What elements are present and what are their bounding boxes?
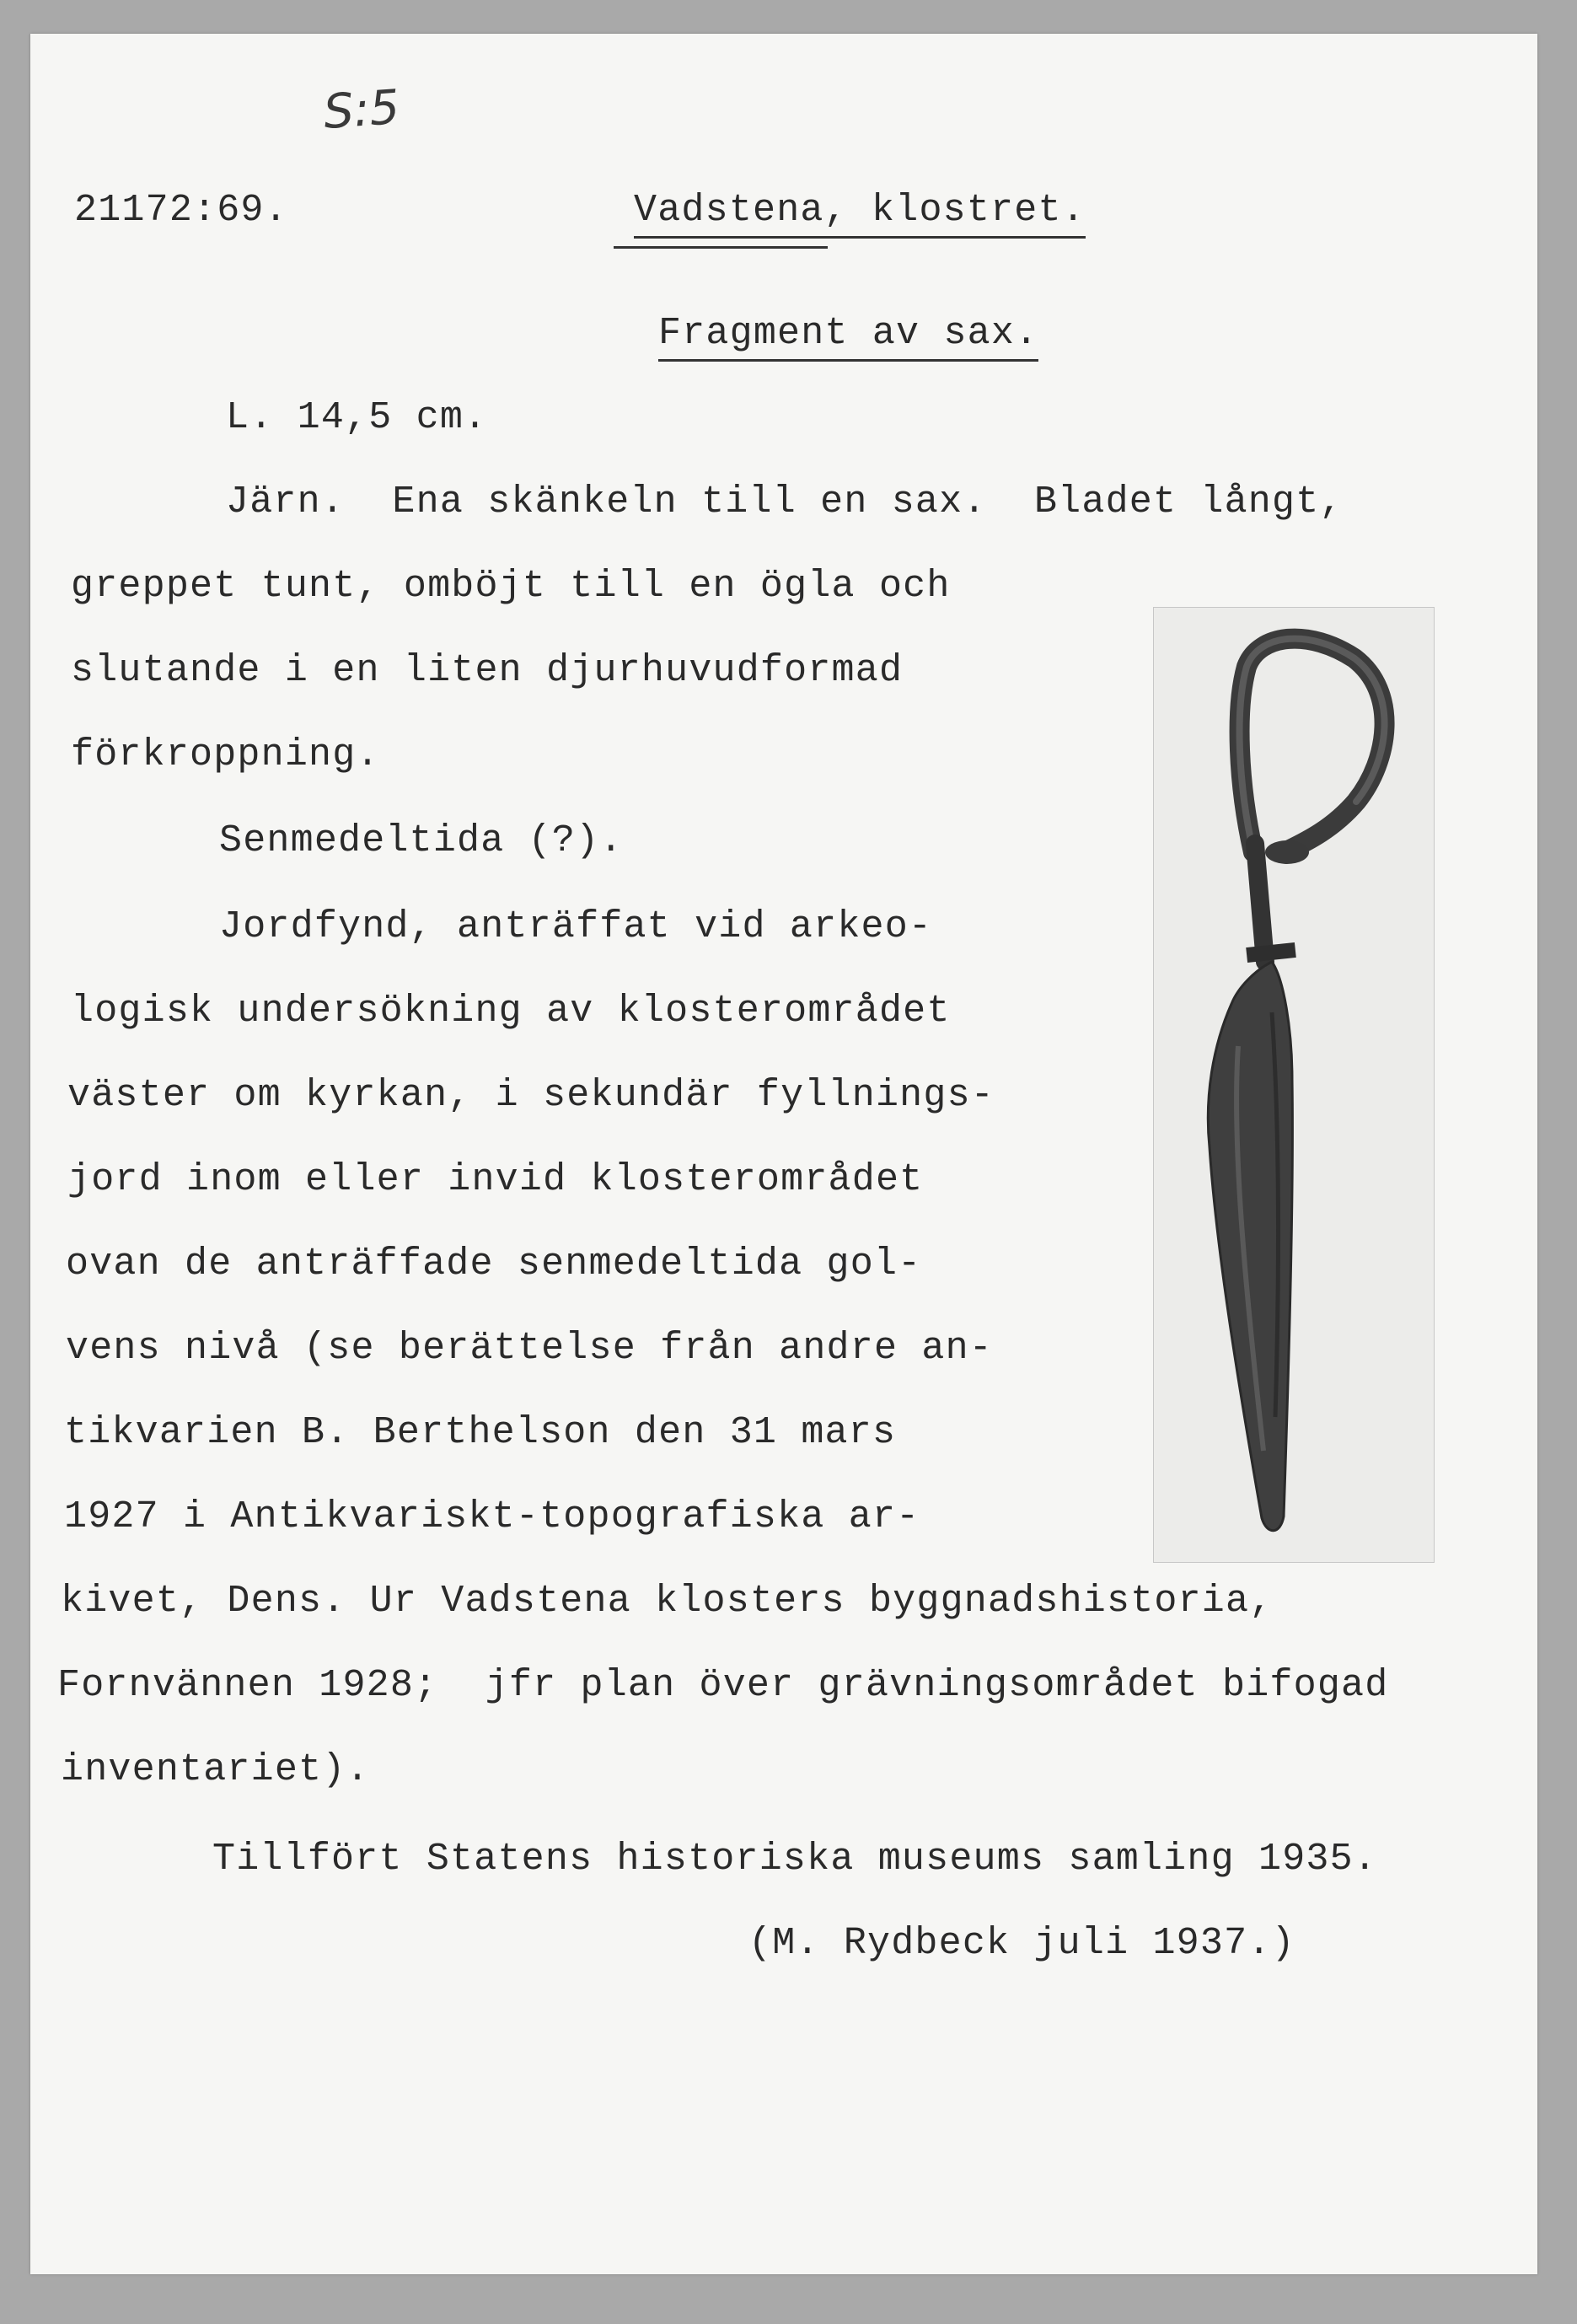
text-line: Järn. Ena skänkeln till en sax. Bladet långt, bbox=[226, 480, 1344, 523]
text-line: 1927 i Antikvariskt-topografiska ar- bbox=[64, 1495, 920, 1538]
signature-line: (M. Rydbeck juli 1937.) bbox=[748, 1922, 1295, 1965]
text-line: förkroppning. bbox=[71, 733, 380, 776]
object-photo bbox=[1153, 607, 1435, 1563]
text-line: slutande i en liten djurhuvudformad bbox=[71, 649, 904, 692]
text-line: kivet, Dens. Ur Vadstena klosters byggnadshistoria, bbox=[61, 1580, 1274, 1623]
catalog-card bbox=[30, 34, 1537, 2274]
text-line: tikvarien B. Berthelson den 31 mars bbox=[64, 1411, 897, 1454]
text-line: L. 14,5 cm. bbox=[226, 396, 488, 439]
text-line: Senmedeltida (?). bbox=[219, 819, 624, 862]
text-line: Jordfynd, anträffat vid arkeo- bbox=[219, 905, 933, 948]
scissors-blade-image bbox=[1154, 608, 1434, 1562]
text-line: jord inom eller invid klosterområdet bbox=[67, 1158, 924, 1201]
location-heading: Vadstena, klostret. bbox=[634, 187, 1086, 239]
text-line: vens nivå (se berättelse från andre an- bbox=[66, 1327, 993, 1370]
object-title: Fragment av sax. bbox=[658, 310, 1038, 362]
text-line: Tillfört Statens historiska museums samling 1935. bbox=[212, 1838, 1378, 1881]
text-line: Fornvännen 1928; jfr plan över grävningsområdet bifogad bbox=[57, 1664, 1389, 1707]
handwritten-mark: S:5 bbox=[321, 79, 402, 141]
text-line: greppet tunt, omböjt till en ögla och bbox=[71, 565, 951, 608]
text-line: ovan de anträffade senmedeltida gol- bbox=[66, 1243, 922, 1285]
catalog-number: 21172:69. bbox=[74, 189, 288, 232]
heading-underline bbox=[614, 246, 828, 249]
text-line: logisk undersökning av klosterområdet bbox=[71, 990, 951, 1033]
text-line: inventariet). bbox=[61, 1748, 370, 1791]
text-line: väster om kyrkan, i sekundär fyllnings- bbox=[67, 1074, 995, 1117]
